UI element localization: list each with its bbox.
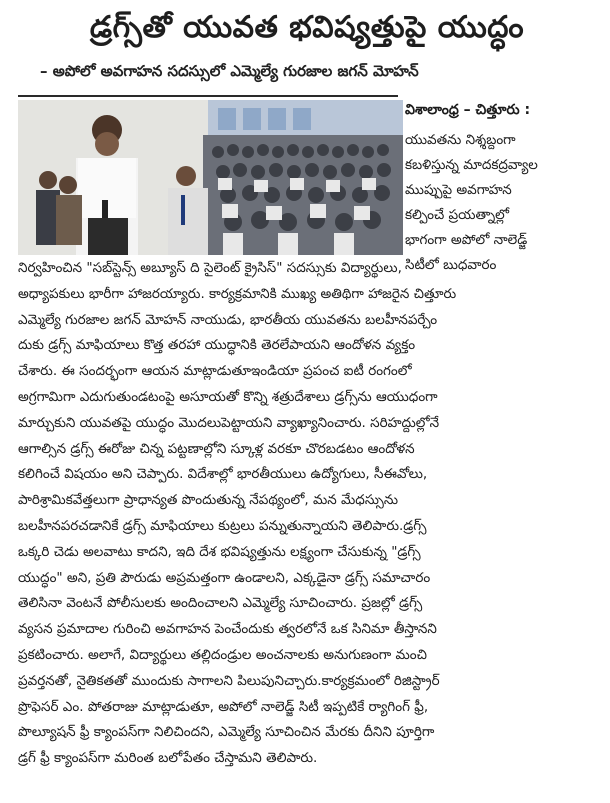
body-line: దుకు డ్రగ్స్ మాఫియాలు కొత్త తరహా యుద్ధానికి తెరలేపాయని ఆందోళన వ్యక్తం xyxy=(18,337,416,354)
body-line: చేశారు. ఈ సందర్భంగా ఆయన మాట్లాడుతూఇండియా ప్రపంచ ఐటీ రంగంలో xyxy=(18,363,412,380)
divider-rule xyxy=(18,95,398,97)
body-line: తెలిసినా వెంటనే పోలీసులకు అందించాలని ఎమ్మెల్యే సూచించారు. ప్రజల్లో డ్రగ్స్ xyxy=(18,595,423,612)
body-line: ఒక్కరి చెడు అలవాటు కాదని, ఇది దేశ భవిష్యత్తును లక్ష్యంగా చేసుకున్న "డ్రగ్స్ xyxy=(18,543,421,560)
side-line: కల్పించే ప్రయత్నాల్లో xyxy=(405,207,510,223)
article-body xyxy=(18,256,596,772)
body-line: బలహీనపరచడానికే డ్రగ్స్ మాఫియాలు కుట్రలు పన్నుతున్నాయని తెలిపారు.డ్రగ్స్ xyxy=(18,517,427,534)
dateline: విశాలాంధ్ర – చిత్తూరు : xyxy=(405,102,531,118)
body-line: ఆగాల్సిన డ్రగ్స్ ఈరోజు చిన్న పట్టణాల్లోని స్కూళ్ల వరకూ చొరబడటం ఆందోళన xyxy=(18,440,415,457)
side-line: ముప్పుపై అవగాహన xyxy=(405,182,512,198)
body-line: మార్చుకుని యువతపై యుద్ధం మొదలుపెట్టాయని వ్యాఖ్యానించారు. సరిహద్దుల్లోనే xyxy=(18,414,440,431)
side-line: సిటీలో బుధవారం xyxy=(405,257,497,273)
body-line: వ్యసన ప్రమాదాల గురించి అవగాహన పెంచేందుకు త్వరలోనే ఒక సినిమా తీస్తానని xyxy=(18,621,437,638)
body-line: ప్రకటించారు. అలాగే, విద్యార్థులు తల్లిదండ్రుల అంచనాలకు అనుగుణంగా మంచి xyxy=(18,646,427,663)
event-photo-image xyxy=(18,100,403,255)
body-line: కలిగించే విషయం అని చెప్పారు. విదేశాల్లో భారతీయులు ఉద్యోగులు, సీఈవోలు, xyxy=(18,466,428,483)
event-photo xyxy=(18,100,403,255)
headline: డ్రగ్స్‌తో యువత భవిష్యత్తుపై యుద్ధం xyxy=(89,10,525,45)
side-line: యువతను నిశ్శబ్దంగా xyxy=(405,132,516,148)
body-line: పారిశ్రామికవేత్తలుగా ప్రాధాన్యత పొందుతున్న నేపథ్యంలో, మన మేధస్సును xyxy=(18,492,399,509)
body-line: ప్రొఫెసర్ ఎం. పోతరాజు మాట్లాడుతూ, అపోలో నాలెడ్జ్ సిటీ ఇప్పటికే ర్యాగింగ్ ఫ్రీ, xyxy=(18,698,429,715)
body-line: నిర్వహించిన "సబ్‌స్టెన్స్ అబ్యూస్ ది సైలెంట్ క్రైసిస్" సదస్సుకు విద్యార్థులు, xyxy=(18,260,402,276)
side-line: భాగంగా అపోలో నాలెడ్జ్ xyxy=(405,232,528,248)
body-line: డ్రగ్ ఫ్రీ క్యాంపస్‌గా మరింత బలోపేతం చేస్తామని తెలిపారు. xyxy=(18,750,318,767)
body-line: ఎమ్మెల్యే గురజాల జగన్ మోహన్ నాయుడు, భారతీయ యువతను బలహీనపర్చేం xyxy=(18,311,438,328)
subheadline: – అపోలో అవగాహన సదస్సులో ఎమ్మెల్యే గురజాల జగన్ మోహన్ xyxy=(40,62,419,80)
body-line: అధ్యాపకులు భారీగా హాజరయ్యారు. కార్యక్రమానికి ముఖ్య అతిథిగా హాజరైన చిత్తూరు xyxy=(18,285,457,302)
body-line: ప్రవర్తనతో, నైతికతతో ముందుకు సాగాలని పిలుపునిచ్చారు.కార్యక్రమంలో రిజిస్ట్రార్ xyxy=(18,672,440,689)
side-line: కబళిస్తున్న మాదకద్రవ్యాల xyxy=(405,157,538,173)
body-line: అగ్రగామిగా ఎదుగుతుండటంపై అసూయతో కొన్ని శత్రుదేశాలు డ్రగ్స్‌ను ఆయుధంగా xyxy=(18,388,438,405)
body-line: యుద్ధం" అని, ప్రతి పౌరుడు అప్రమత్తంగా ఉండాలని, ఎక్కడైనా డ్రగ్స్ సమాచారం xyxy=(18,569,431,586)
body-line: పొల్యూషన్ ఫ్రీ క్యాంపస్‌గా నిలిచిందని, ఎమ్మెల్యే సూచించిన మేరకు దీనిని పూర్తిగా xyxy=(18,724,435,741)
